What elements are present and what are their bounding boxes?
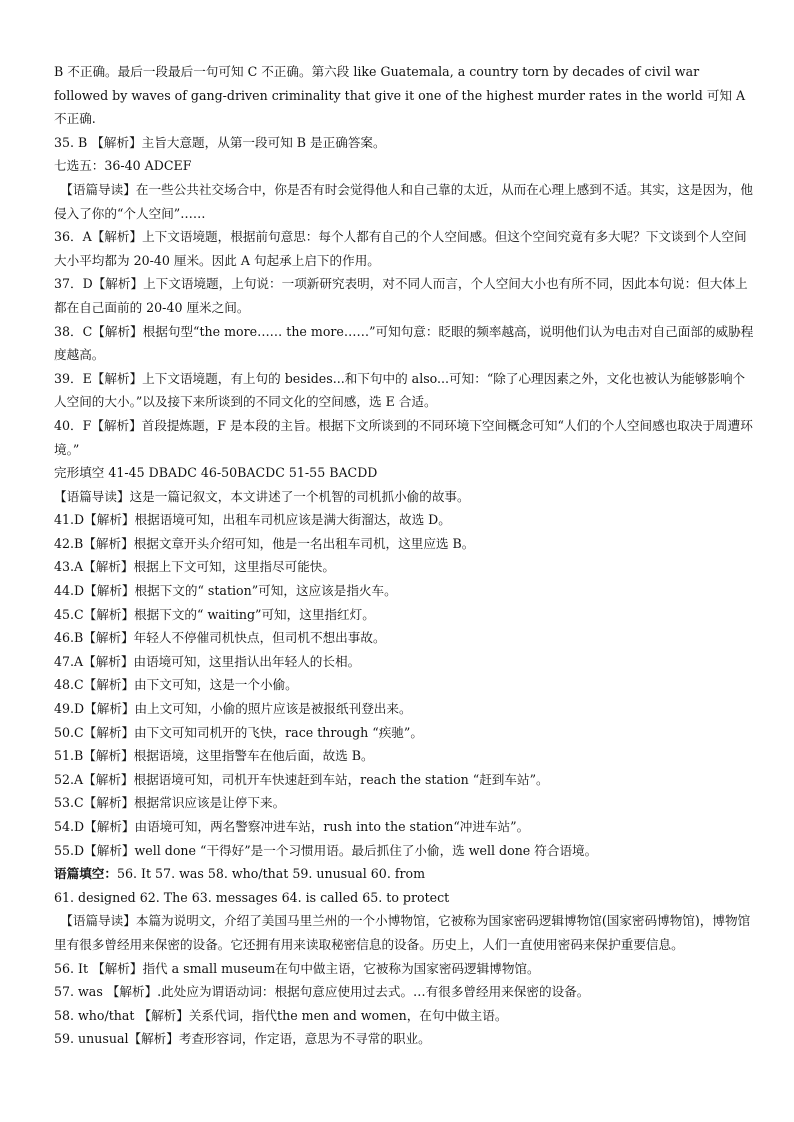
text-line: 【语篇导读】在一些公共社交场合中，你是否有时会觉得他人和自己靠的太近，从而在心理上感到不适。其实，这是因为，他侵入了你的“个人空间”…… [54, 181, 753, 221]
text-line: 39．E【解析】上下文语境题，有上句的 besides...和下句中的 also...可知：“除了心理因素之外，文化也被认为能够影响个人空间的大小。”以及接下来所谈到的不同文化的空间感，选 E 合适。 [54, 370, 746, 410]
text-line: 42.B【解析】根据文章开头介绍可知，他是一名出租车司机，这里应选 B。 [54, 535, 475, 551]
text-line: 49.D【解析】由上文可知，小偷的照片应该是被报纸刊登出来。 [54, 701, 412, 717]
grammar-fill-heading: 语篇填空： [54, 866, 117, 882]
text-line: 36．A【解析】上下文语境题，根据前句意思：每个人都有自己的个人空间感。但这个空间究竟有多大呢？下文谈到个人空间大小平均都为 20-40 厘米。因此 A 句起承上启下的作用。 [54, 229, 747, 268]
text-line: 52.A【解析】根据语境可知，司机开车快速赶到车站，reach the station “赶到车站”。 [54, 771, 549, 787]
text-line: 53.C【解析】根据常识应该是让停下来。 [54, 795, 286, 811]
text-line: 55.D【解析】well done “干得好”是一个习惯用语。最后抓住了小偷，选 well done 符合语境。 [54, 842, 598, 858]
text-line: 46.B【解析】年轻人不停催司机快点，但司机不想出事故。 [54, 630, 386, 646]
text-line: 41.D【解析】根据语境可知，出租车司机应该是满大街溜达，故选 D。 [54, 512, 451, 528]
text-line: B 不正确。最后一段最后一句可知 C 不正确。第六段 like Guatemala, a country torn by decades of civil war followed by waves of gang-driven criminality that give it one of the highest murder rates in the world 可知 A 不正确. [54, 64, 746, 127]
text-line: 【语篇导读】本篇为说明文，介绍了美国马里兰州的一个小博物馆，它被称为国家密码逻辑博物馆(国家密码博物馆)，博物馆里有很多曾经用来保密的设备。它还拥有用来读取秘密信息的设备。历史上，人们一直使用密码来保护重要信息。 [54, 913, 751, 952]
text-line: 35. B 【解析】主旨大意题，从第一段可知 B 是正确答案。 [54, 134, 386, 150]
section-heading: 七选五：36-40 ADCEF [54, 158, 192, 174]
text-line: 40．F【解析】首段提炼题，F 是本段的主旨。根据下文所谈到的不同环境下空间概念可知“人们的个人空间感也取决于周遭环境。” [54, 417, 753, 457]
text-line: 57. was 【解析】.此处应为谓语动词：根据句意应使用过去式。…有很多曾经用来保密的设备。 [54, 984, 590, 1000]
text-line: 37．D【解析】上下文语境题，上句说：一项新研究表明，对不同人而言，个人空间大小也有所不同，因此本句说：但大体上都在自己面前的 20-40 厘米之间。 [54, 276, 748, 315]
text-line: 50.C【解析】由下文可知司机开的飞快，race through “疾驰”。 [54, 724, 423, 740]
text-line: 48.C【解析】由下文可知，这是一个小偷。 [54, 677, 298, 693]
text-line: 54.D【解析】由语境可知，两名警察冲进车站，rush into the station“冲进车站”。 [54, 819, 530, 834]
text-line: 56. It 【解析】指代 a small museum在句中做主语，它被称为国家密码逻辑博物馆。 [54, 960, 540, 976]
text-line: 47.A【解析】由语境可知，这里指认出年轻人的长相。 [54, 653, 361, 669]
text-line: 38．C【解析】根据句型“the more…… the more……”可知句意：眨眼的频率越高，说明他们认为电击对自己面部的威胁程度越高。 [54, 323, 754, 363]
text-line: 59. unusual【解析】考查形容词，作定语，意思为不寻常的职业。 [54, 1031, 431, 1047]
section-heading: 完形填空 41-45 DBADC 46-50BACDC 51-55 BACDD [54, 465, 378, 481]
text-line: 43.A【解析】根据上下文可知，这里指尽可能快。 [54, 559, 335, 575]
text-line: 51.B【解析】根据语境，这里指警车在他后面，故选 B。 [54, 748, 374, 764]
answer-key-line [54, 862, 754, 886]
text-line: 58. who/that 【解析】关系代词，指代the men and women，在句中做主语。 [54, 1007, 508, 1023]
answer-key-text: 56. It 57. was 58. who/that 59. unusual 60. from [116, 866, 426, 882]
text-line: 44.D【解析】根据下文的“ station”可知，这应该是指火车。 [54, 583, 397, 599]
answer-key-line: 61. designed 62. The 63. messages 64. is called 65. to protect [54, 889, 450, 905]
text-line: 45.C【解析】根据下文的“ waiting”可知，这里指红灯。 [54, 606, 375, 622]
text-line: 【语篇导读】这是一篇记叙文，本文讲述了一个机智的司机抓小偷的故事。 [54, 488, 470, 504]
